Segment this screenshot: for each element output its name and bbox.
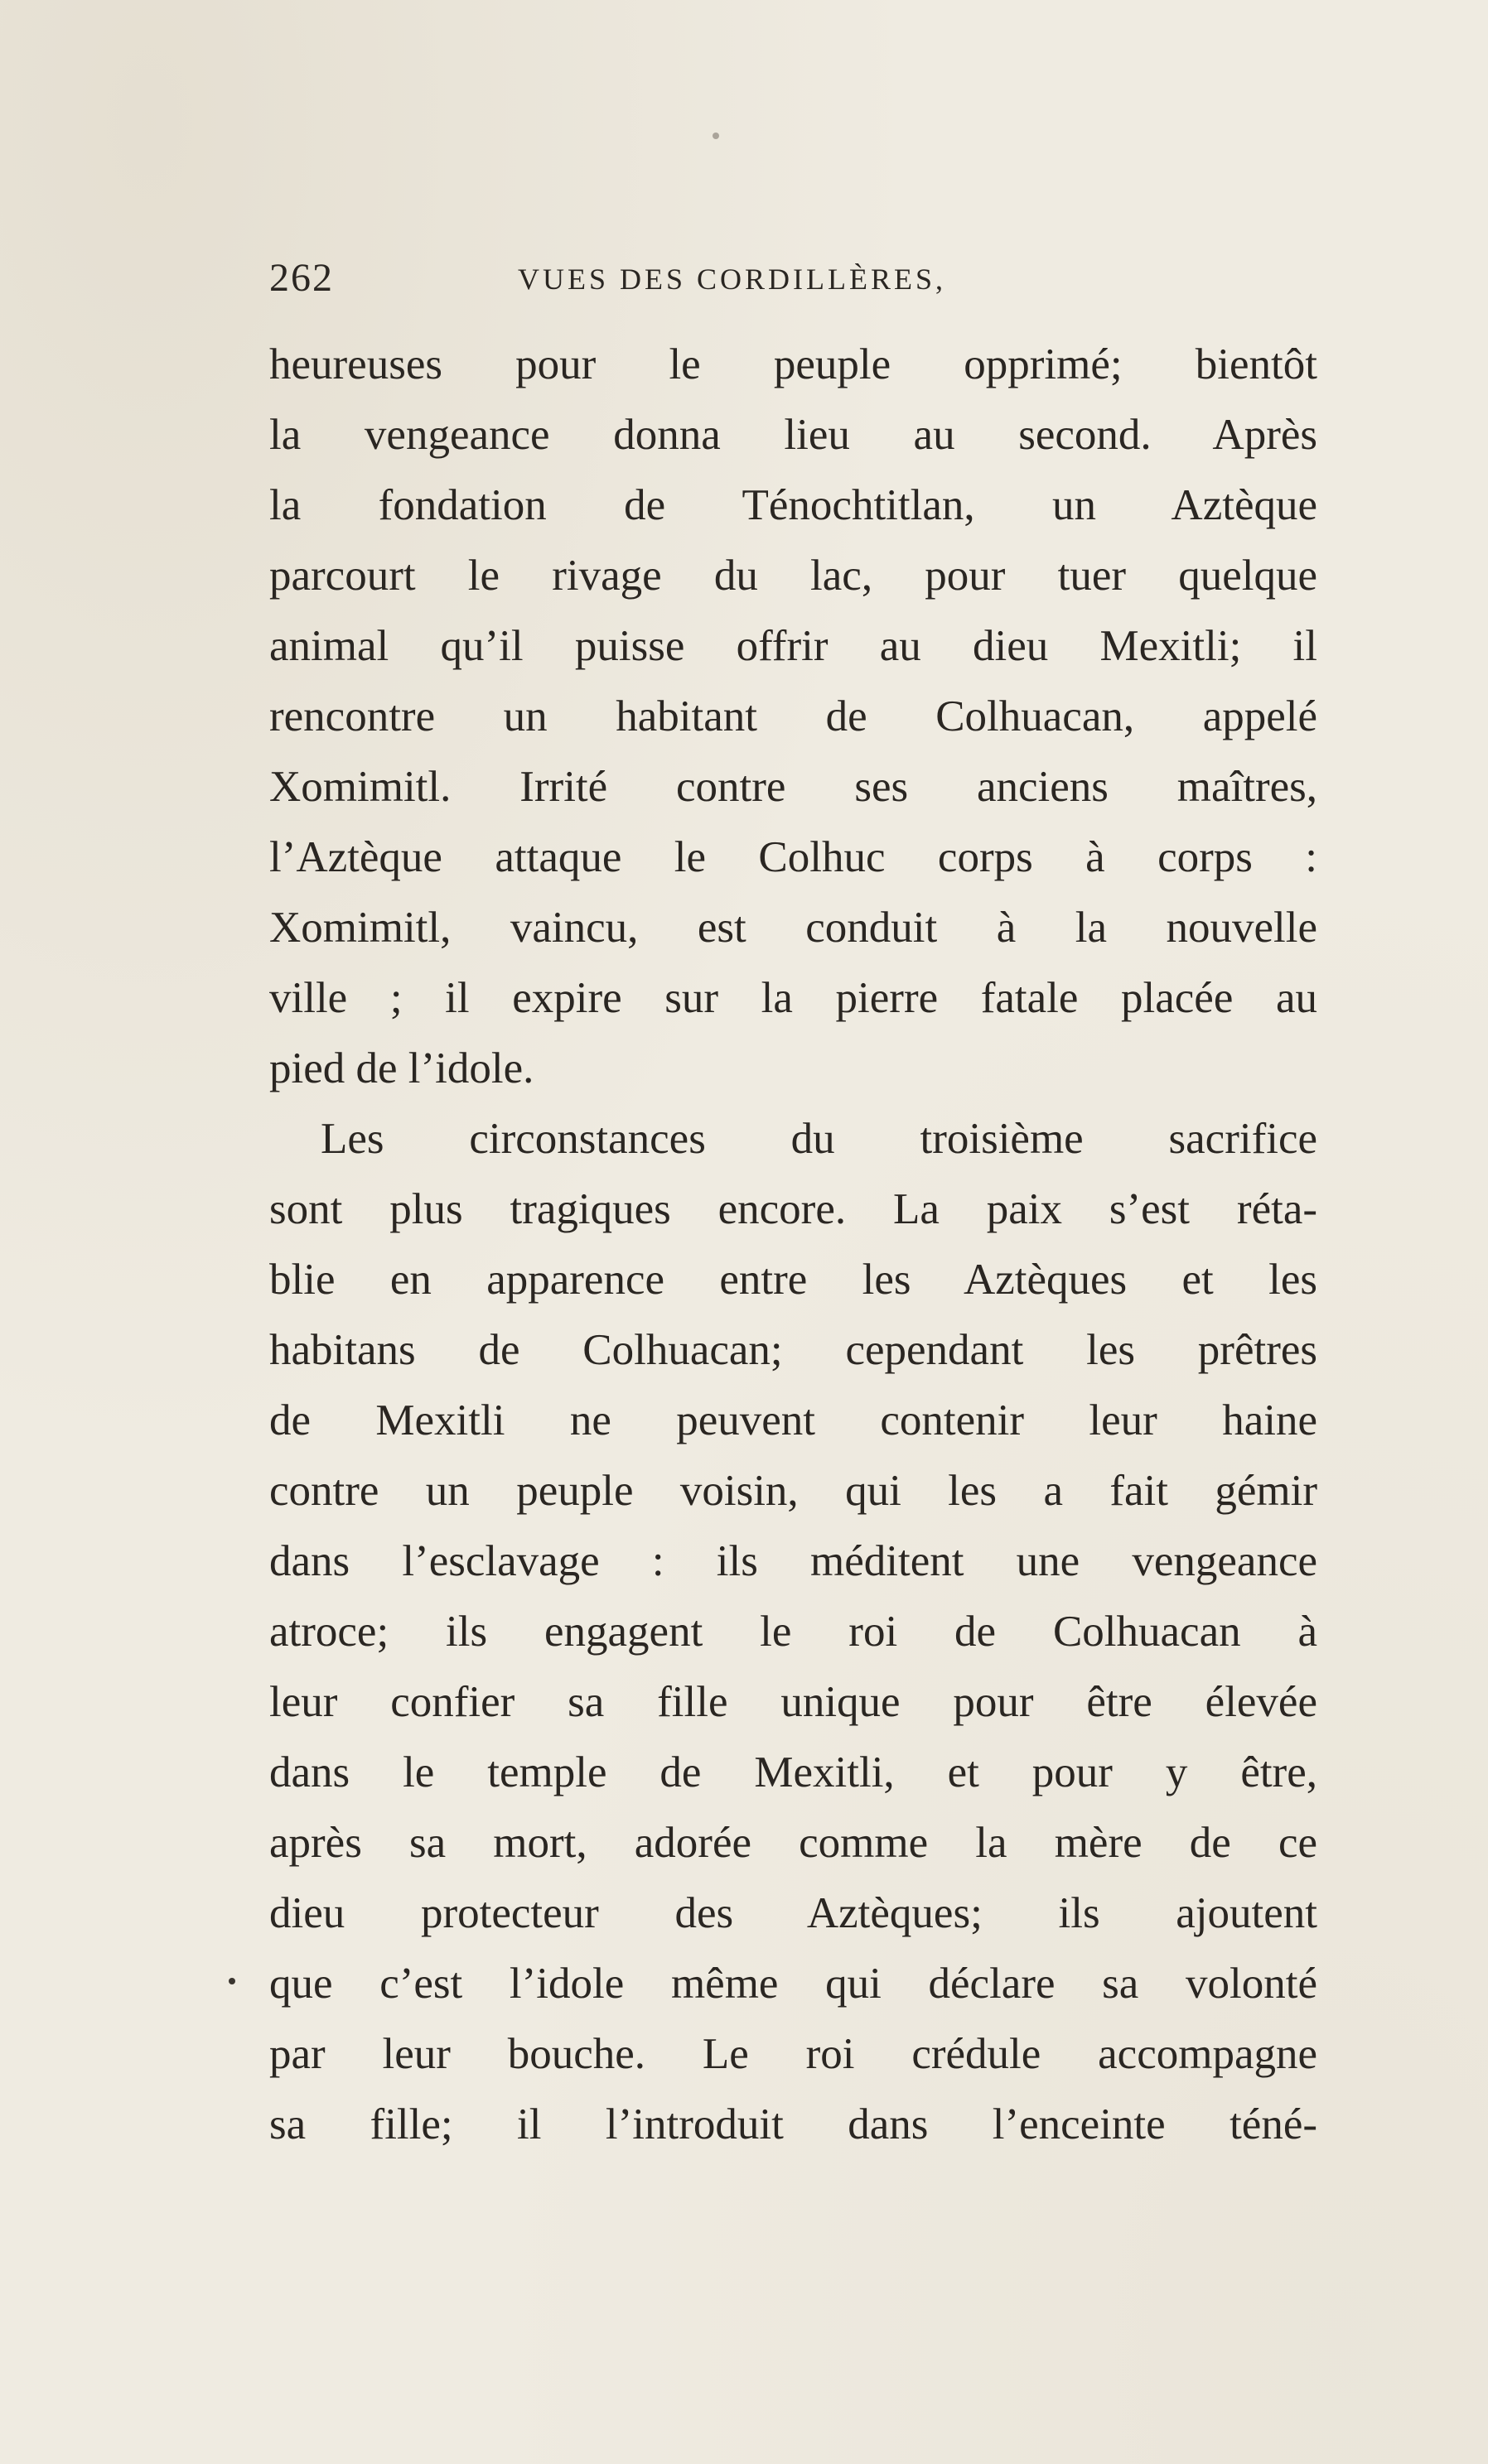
text-line: dans le temple de Mexitli, et pour y être, [269,1748,1317,1796]
text-line: l’Aztèque attaque le Colhuc corps à corps : [269,833,1317,881]
body-text [269,330,1317,2160]
text-line: heureuses pour le peuple opprimé; bientôt [269,340,1317,388]
text-line: rencontre un habitant de Colhuacan, appelé [269,692,1317,740]
text-line: contre un peuple voisin, qui les a fait gémir [269,1467,1317,1515]
text-line: leur confier sa fille unique pour être élevée [269,1678,1317,1726]
text-line: pied de l’idole. [269,1044,534,1092]
page-header [269,255,1321,313]
text-line: dieu protecteur des Aztèques; ils ajoutent [269,1889,1317,1937]
text-line: habitans de Colhuacan; cependant les prêtres [269,1326,1317,1374]
text-line: Les circonstances du troisième sacrifice [321,1115,1317,1163]
text-line: de Mexitli ne peuvent contenir leur haine [269,1396,1317,1444]
text-line: Xomimitl. Irrité contre ses anciens maîtres, [269,763,1317,811]
text-line: que c’est l’idole même qui déclare sa volonté [269,1960,1317,2008]
text-line: la vengeance donna lieu au second. Après [269,411,1317,459]
text-line: parcourt le rivage du lac, pour tuer quelque [269,552,1317,600]
text-line: ville ; il expire sur la pierre fatale placée au [269,974,1317,1022]
text-line: sa fille; il l’introduit dans l’enceinte téné- [269,2100,1317,2148]
text-line: par leur bouche. Le roi crédule accompagne [269,2030,1317,2078]
text-line: blie en apparence entre les Aztèques et les [269,1256,1317,1304]
text-line: dans l’esclavage : ils méditent une vengeance [269,1537,1317,1585]
text-line: atroce; ils engagent le roi de Colhuacan à [269,1608,1317,1656]
margin-mark [229,1978,235,1984]
text-line: animal qu’il puisse offrir au dieu Mexitli; il [269,622,1317,670]
page-number: 262 [269,256,334,300]
text-line: après sa mort, adorée comme la mère de ce [269,1819,1317,1867]
text-line: Xomimitl, vaincu, est conduit à la nouvelle [269,904,1317,952]
text-line: la fondation de Ténochtitlan, un Aztèque [269,481,1317,529]
ornament-dot [713,133,719,139]
text-line: sont plus tragiques encore. La paix s’est réta- [269,1185,1317,1233]
running-head: VUES DES CORDILLÈRES, [518,263,947,296]
